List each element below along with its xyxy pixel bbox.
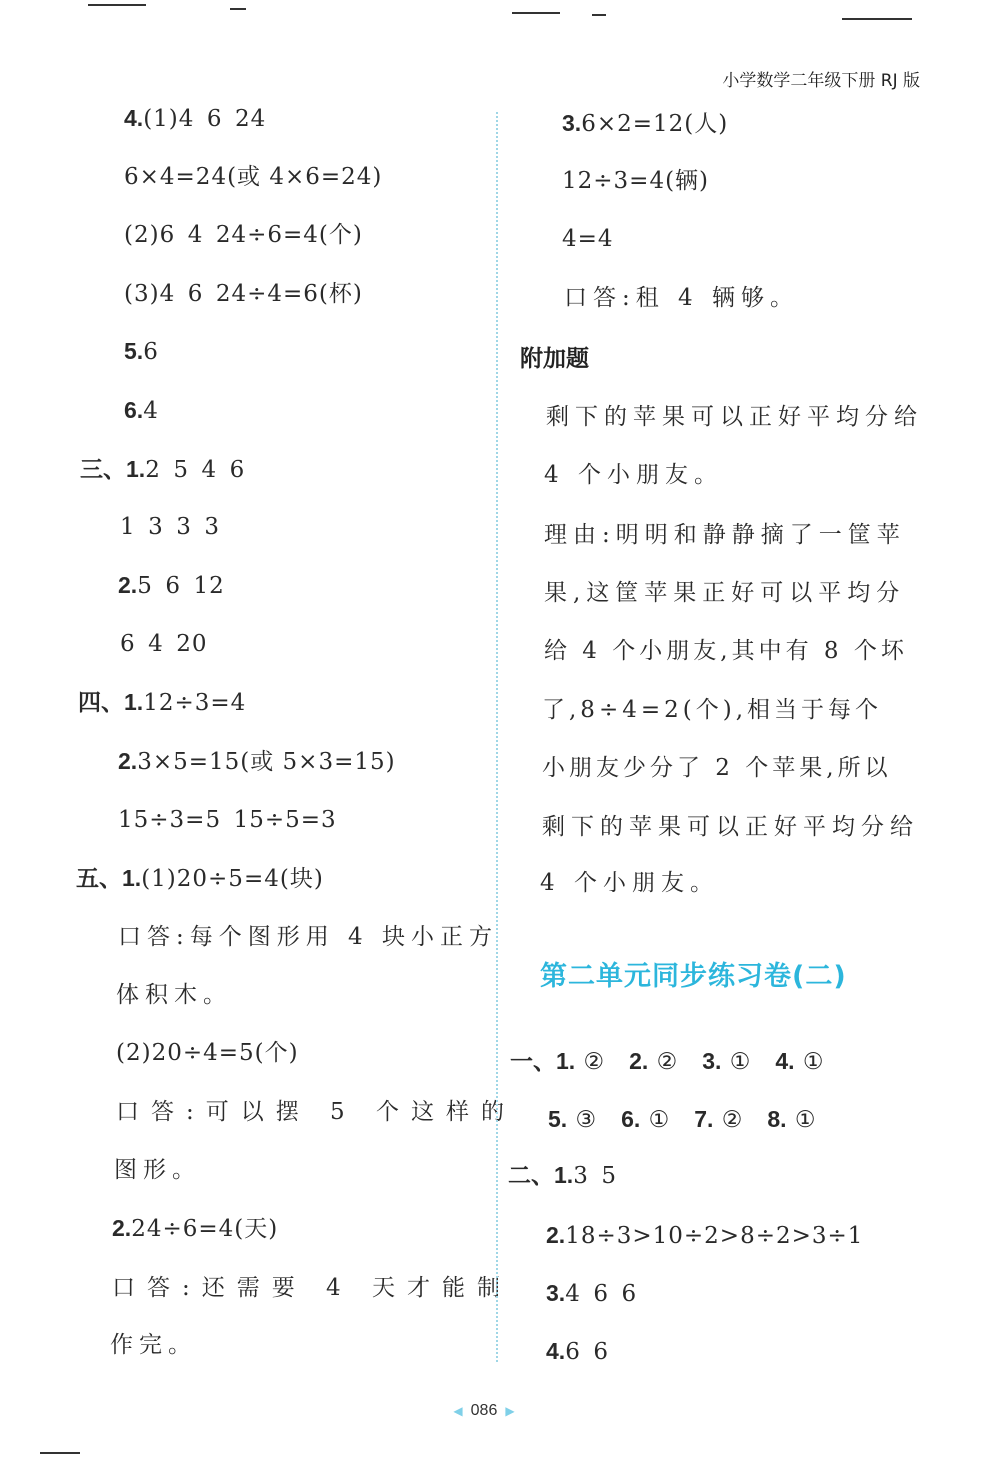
bonus-line: 4 个小朋友。 [544, 462, 723, 488]
answer-line: 作完。 [110, 1332, 197, 1358]
answer-line: 3.4 6 6 [546, 1280, 638, 1307]
answer-line: (3)4 6 24÷4=6(杯) [124, 281, 363, 307]
bonus-line: 4 个小朋友。 [540, 870, 719, 896]
page-header: 小学数学二年级下册 RJ 版 [722, 71, 920, 91]
answer-line: 6×4=24(或 4×6=24) [124, 164, 383, 190]
answer-line: (2)20÷4=5(个) [116, 1040, 299, 1066]
answer-line: 口答:可以摆 5 个这样的 [116, 1099, 517, 1125]
answer-line: 口答:每个图形用 4 块小正方 [118, 924, 499, 950]
column-divider [496, 112, 498, 1362]
answer-line: 五、1.(1)20÷5=4(块) [76, 865, 324, 892]
scan-mark [88, 4, 146, 6]
scan-mark [512, 12, 560, 14]
answer-line: 4.(1)4 6 24 [124, 105, 267, 132]
scan-mark [842, 18, 912, 20]
answer-line: 一、1. ② 2. ② 3. ① 4. ① [510, 1048, 825, 1075]
answer-line: 体积木。 [116, 982, 232, 1008]
answer-line: (2)6 4 24÷6=4(个) [124, 222, 363, 248]
bonus-line: 了,8÷4=2(个),相当于每个 [542, 697, 883, 723]
answer-line: 5. ③ 6. ① 7. ② 8. ① [548, 1106, 817, 1133]
answer-line: 15÷3=5 15÷5=3 [118, 807, 337, 833]
bonus-title: 附加题 [520, 346, 589, 372]
answer-line: 2.18÷3>10÷2>8÷2>3÷1 [546, 1222, 864, 1249]
answer-line: 口答:还需要 4 天才能制 [112, 1275, 513, 1301]
answer-line: 12÷3=4(辆) [562, 168, 710, 194]
bonus-line: 剩下的苹果可以正好平均分给 [542, 814, 919, 840]
bonus-line: 剩下的苹果可以正好平均分给 [546, 404, 923, 430]
scan-mark [592, 14, 606, 16]
answer-line: 2.3×5=15(或 5×3=15) [118, 748, 396, 775]
answer-line: 4.6 6 [546, 1338, 609, 1365]
answer-line: 1 3 3 3 [120, 514, 221, 540]
answer-line: 6 4 20 [120, 631, 208, 657]
bonus-line: 理由:明明和静静摘了一筐苹 [544, 522, 906, 548]
unit-title: 第二单元同步练习卷(二) [540, 961, 847, 992]
answer-line: 2.5 6 12 [118, 572, 225, 599]
answer-line: 图形。 [114, 1157, 201, 1183]
bonus-line: 果,这筐苹果正好可以平均分 [544, 580, 906, 606]
right-arrow-icon: ▶ [505, 1404, 515, 1418]
answer-line: 三、1.2 5 4 6 [80, 456, 246, 483]
answer-line: 四、1.12÷3=4 [78, 689, 247, 716]
answer-line: 6.4 [124, 397, 159, 424]
answer-line: 3.6×2=12(人) [562, 110, 729, 137]
answer-line: 二、1.3 5 [508, 1162, 617, 1189]
answer-line: 5.6 [124, 338, 159, 365]
scan-mark [230, 8, 246, 10]
answer-line: 4=4 [562, 226, 614, 252]
answer-line: 口答:租 4 辆够。 [564, 285, 800, 311]
bonus-line: 给 4 个小朋友,其中有 8 个坏 [544, 638, 908, 664]
answer-line: 2.24÷6=4(天) [112, 1215, 279, 1242]
page-number: ◀ 086 ▶ [453, 1402, 515, 1419]
left-arrow-icon: ◀ [453, 1404, 463, 1418]
scan-mark [40, 1452, 80, 1454]
bonus-line: 小朋友少分了 2 个苹果,所以 [542, 755, 892, 781]
